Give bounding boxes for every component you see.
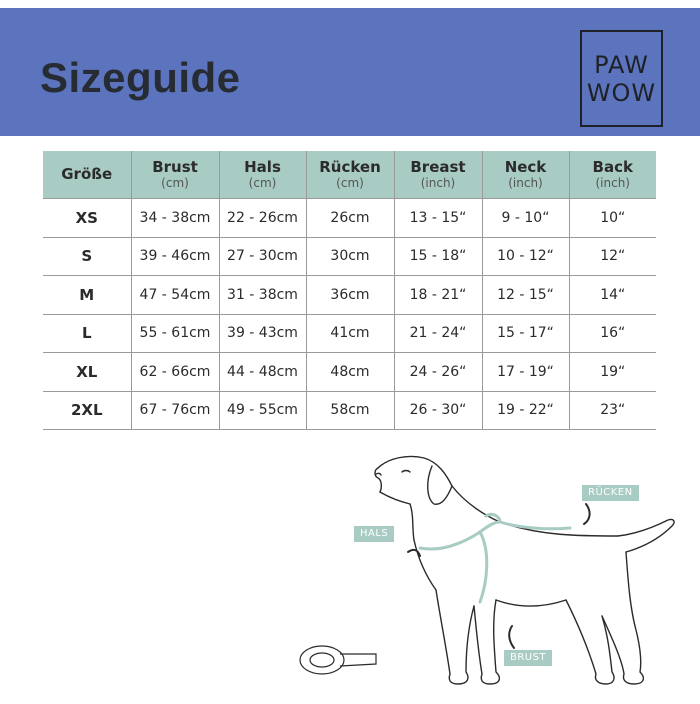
logo-line-1: PAW	[594, 50, 649, 79]
table-cell: 30cm	[306, 237, 394, 276]
table-cell: 23“	[569, 391, 656, 430]
table-cell: 19 - 22“	[482, 391, 569, 430]
table-header-row	[43, 151, 656, 199]
table-cell: 26cm	[306, 199, 394, 238]
table-cell: 19“	[569, 353, 656, 392]
table-row	[43, 199, 656, 238]
header-cell: Rücken (cm)	[306, 151, 394, 199]
size-cell: 2XL	[43, 391, 131, 430]
header-cell: Hals (cm)	[219, 151, 306, 199]
table-cell: 62 - 66cm	[131, 353, 219, 392]
size-cell: XL	[43, 353, 131, 392]
table-cell: 49 - 55cm	[219, 391, 306, 430]
header-banner	[0, 8, 700, 136]
logo-line-2: WOW	[586, 78, 657, 107]
size-cell: M	[43, 276, 131, 315]
table-row	[43, 314, 656, 353]
table-cell: 48cm	[306, 353, 394, 392]
table-cell: 41cm	[306, 314, 394, 353]
table-cell: 39 - 43cm	[219, 314, 306, 353]
header-cell: Back (inch)	[569, 151, 656, 199]
table-cell: 34 - 38cm	[131, 199, 219, 238]
table-cell: 16“	[569, 314, 656, 353]
size-cell: L	[43, 314, 131, 353]
brand-logo	[580, 30, 663, 127]
table-cell: 27 - 30cm	[219, 237, 306, 276]
size-cell: S	[43, 237, 131, 276]
table-cell: 18 - 21“	[394, 276, 482, 315]
table-cell: 12 - 15“	[482, 276, 569, 315]
table-row	[43, 353, 656, 392]
table-row	[43, 237, 656, 276]
table-cell: 44 - 48cm	[219, 353, 306, 392]
table-cell: 47 - 54cm	[131, 276, 219, 315]
header-cell: Neck (inch)	[482, 151, 569, 199]
table-cell: 21 - 24“	[394, 314, 482, 353]
table-cell: 55 - 61cm	[131, 314, 219, 353]
table-cell: 13 - 15“	[394, 199, 482, 238]
table-cell: 10 - 12“	[482, 237, 569, 276]
table-cell: 9 - 10“	[482, 199, 569, 238]
table-cell: 36cm	[306, 276, 394, 315]
table-row	[43, 391, 656, 430]
header-cell: Breast (inch)	[394, 151, 482, 199]
table-cell: 15 - 18“	[394, 237, 482, 276]
table-cell: 14“	[569, 276, 656, 315]
table-cell: 58cm	[306, 391, 394, 430]
header-cell: Größe	[43, 151, 131, 199]
page-title: Sizeguide	[40, 54, 241, 101]
header-cell: Brust (cm)	[131, 151, 219, 199]
table-cell: 12“	[569, 237, 656, 276]
label-brust: BRUST	[504, 650, 552, 666]
table-cell: 17 - 19“	[482, 353, 569, 392]
label-ruecken: RÜCKEN	[582, 485, 639, 501]
table-cell: 39 - 46cm	[131, 237, 219, 276]
table-cell: 26 - 30“	[394, 391, 482, 430]
size-cell: XS	[43, 199, 131, 238]
table-cell: 15 - 17“	[482, 314, 569, 353]
table-row	[43, 276, 656, 315]
dog-measurement-illustration	[290, 440, 700, 700]
dog-icon	[290, 440, 700, 700]
table-cell: 22 - 26cm	[219, 199, 306, 238]
table-cell: 67 - 76cm	[131, 391, 219, 430]
table-cell: 10“	[569, 199, 656, 238]
table-cell: 24 - 26“	[394, 353, 482, 392]
label-hals: HALS	[354, 526, 394, 542]
size-table	[43, 151, 656, 430]
table-cell: 31 - 38cm	[219, 276, 306, 315]
